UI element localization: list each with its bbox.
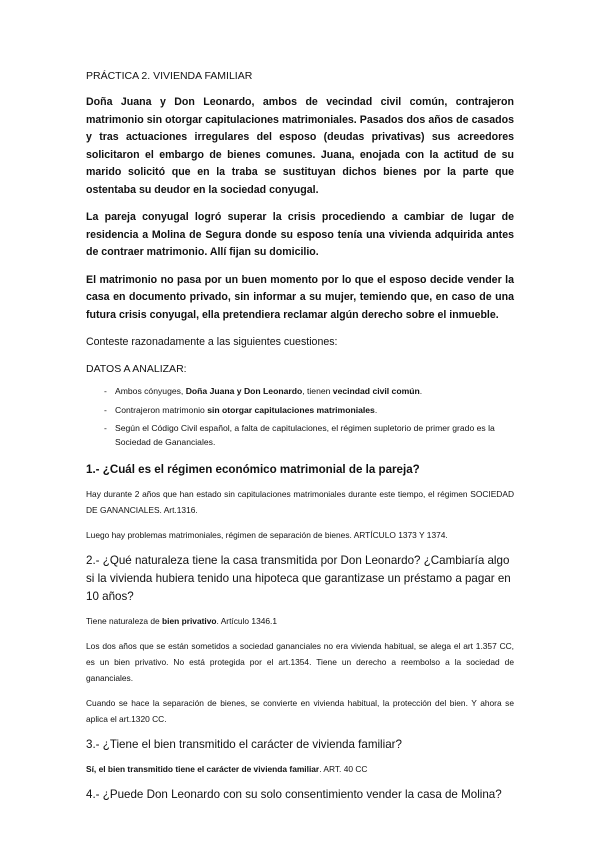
intro-paragraph-3: El matrimonio no pasa por un buen momento por lo que el esposo decide vender la casa en documento privado, sin informar a su mujer, temiendo que, en caso de una futura crisis conyugal, ella pretendiera reclamar algún derecho sobre el inmueble. — [86, 273, 514, 321]
answer-1-paragraph-2: Luego hay problemas matrimoniales, régimen de separación de bienes. ARTÍCULO 1373 Y 1374. — [86, 530, 448, 540]
intro-paragraph-2: La pareja conyugal logró superar la crisis procediendo a cambiar de lugar de residencia a Molina de Segura donde su esposo tenía una vivienda adquirida antes de contraer matrimonio. Allí fijan su domicilio. — [86, 211, 514, 258]
intro-paragraph-1: Doña Juana y Don Leonardo, ambos de vecindad civil común, contrajeron matrimonio sin otorgar capitulaciones matrimoniales. Pasados dos años de casados y tras actuaciones irregulares del esposo (deudas privativas) sus acreedores solicitaron el embargo de bienes comunes. Juana, enojada con la actitud de su marido solicitó que en la traba se sustituyan dichos bienes por la parte que ostentaba su deudor en la sociedad conyugal. — [86, 96, 514, 196]
page-title: PRÁCTICA 2. VIVIENDA FAMILIAR — [86, 70, 253, 82]
list-item: - Según el Código Civil español, a falta de capitulaciones, el régimen supletorio de primer grado es la Sociedad de Gananciales. — [104, 423, 495, 447]
question-1: 1.- ¿Cuál es el régimen económico matrimonial de la pareja? — [86, 463, 420, 476]
bullet-dash: - — [104, 423, 107, 433]
bullet-dash: - — [104, 386, 107, 396]
bullet-dash: - — [104, 404, 107, 415]
question-4: 4.- ¿Puede Don Leonardo con su solo consentimiento vender la casa de Molina? — [86, 788, 502, 801]
list-item: - Contrajeron matrimonio sin otorgar capitulaciones matrimoniales. — [86, 404, 514, 418]
instruction-text: Conteste razonadamente a las siguientes cuestiones: — [86, 336, 338, 348]
data-heading: DATOS A ANALIZAR: — [86, 363, 187, 375]
answer-3-paragraph-1: Sí, el bien transmitido tiene el carácter de vivienda familiar. ART. 40 CC — [86, 764, 368, 774]
answer-2-paragraph-2: Los dos años que se están sometidos a sociedad gananciales no era vivienda habitual, se alega el art 1.357 CC, es un bien privativo. No está protegida por el art.1354. Tiene un derecho a reembolso a la sociedad de gananciales. — [86, 641, 514, 683]
document-page — [86, 70, 514, 811]
answer-1-paragraph-1: Hay durante 2 años que han estado sin capitulaciones matrimoniales durante este tiempo, el régimen SOCIEDAD DE GANANCIALES. Art.1316. — [86, 489, 514, 515]
data-list — [86, 385, 514, 449]
list-item: - Ambos cónyuges, Doña Juana y Don Leonardo, tienen vecindad civil común. — [86, 385, 514, 399]
answer-2-paragraph-3: Cuando se hace la separación de bienes, se convierte en vivienda habitual, la protección del bien. Y ahora se aplica el art.1320 CC. — [86, 698, 514, 724]
answer-2-paragraph-1: Tiene naturaleza de bien privativo. Artículo 1346.1 — [86, 616, 278, 626]
question-2: 2.- ¿Qué naturaleza tiene la casa transmitida por Don Leonardo? ¿Cambiaría algo si la vivienda hubiera tenido una hipoteca que garantizase un préstamo a pagar en 10 años? — [86, 554, 511, 603]
question-3: 3.- ¿Tiene el bien transmitido el carácter de vivienda familiar? — [86, 738, 402, 751]
